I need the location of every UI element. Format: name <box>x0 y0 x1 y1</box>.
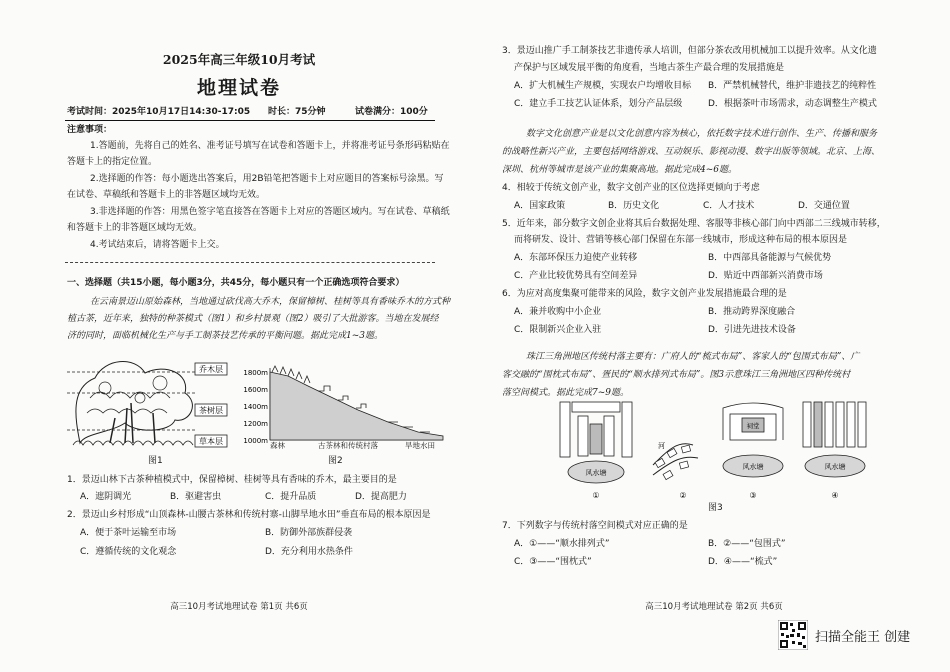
layer-label-tea: 茶树层 <box>199 406 223 415</box>
pond-label-3: 风水塘 <box>742 463 764 471</box>
q4-stem: 4．相较于传统文创产业，数字文创产业的区位选择更倾向于考虑 <box>502 183 760 193</box>
q7-option-a[interactable]: A．①——“顺水排列式” <box>514 539 610 549</box>
q3-option-d[interactable]: D．根据茶叶市场需求，动态调整生产模式 <box>708 99 877 109</box>
scanner-watermark: 扫描全能王 创建 <box>815 630 911 645</box>
q1-option-c[interactable]: C．提升品质 <box>265 492 317 502</box>
q2-option-c[interactable]: C．遵循传统的文化观念 <box>80 547 177 557</box>
pattern-2 <box>653 441 698 500</box>
passage1-line-2: 植古茶，近年来，独特的种茶模式（图1）和乡村景观（图2）吸引了大批游客。当地在发展经 <box>67 314 439 324</box>
q2-option-d[interactable]: D．充分利用水热条件 <box>265 547 353 557</box>
ytick-1400: 1400m <box>243 403 268 411</box>
section-title: 一、选择题（共15小题，每小题3分，共45分，每小题只有一个正确选项符合要求） <box>67 278 405 288</box>
xlabel-fields: 旱地水田 <box>405 441 435 450</box>
q5-option-d[interactable]: D．贴近中西部新兴消费市场 <box>708 271 823 281</box>
figure-2-caption: 图2 <box>328 456 343 466</box>
q3-stem-line-1: 3．景迈山推广手工制茶技艺非遗传承人培训，但部分茶农改用机械加工以提升效率。从文化遗 <box>502 46 877 56</box>
figure-3-caption: 图3 <box>708 503 723 513</box>
ytick-1000: 1000m <box>243 437 268 445</box>
layer-label-tree: 乔木层 <box>199 365 223 374</box>
ytick-1200: 1200m <box>243 420 268 428</box>
pattern-number-1: ① <box>592 491 600 500</box>
passage2-line-2: 的战略性新兴产业，主要包括网络游戏、互动娱乐、影视动漫、数字出版等领域。北京、上海、 <box>502 147 881 157</box>
q3-option-a[interactable]: A．扩大机械生产规模，实现农户均增收目标 <box>514 81 692 91</box>
passage3-line-2: 客交融的“围枕式布局”、疍民的“顺水排列式布局”。图3示意珠江三角洲地区四种传统村 <box>502 370 851 380</box>
xlabel-tea-village: 古茶林和传统村落 <box>318 441 378 450</box>
pattern-number-2: ② <box>679 491 687 500</box>
q6-option-a[interactable]: A．兼并收购中小企业 <box>514 307 602 317</box>
q3-option-b[interactable]: B．严禁机械替代，维护非遗技艺的纯粹性 <box>708 81 877 91</box>
q5-stem-line-2: 而将研发、设计、营销等核心部门保留在东部一线城市，形成这种布局的根本原因是 <box>514 235 848 245</box>
q4-option-d[interactable]: D．交通位置 <box>798 201 850 211</box>
q1-stem: 1．景迈山林下古茶种植模式中，保留樟树、桂树等具有香味的乔木，最主要目的是 <box>67 475 397 485</box>
subject-title: 地理试卷 <box>196 77 281 99</box>
passage3-line-3: 落空间模式。据此完成7~9题。 <box>502 388 629 398</box>
pattern-4 <box>803 402 866 500</box>
figure-1-tea-layers <box>65 348 230 453</box>
pond-label-1: 风水塘 <box>585 469 607 477</box>
exam-title: 2025年高三年级10月考试 <box>162 52 316 67</box>
pattern-number-3: ③ <box>749 491 757 500</box>
q6-option-b[interactable]: B．推动跨界深度融合 <box>708 307 796 317</box>
q3-option-c[interactable]: C．建立手工技艺认证体系，划分产品层级 <box>514 99 683 109</box>
page-1-footer: 高三10月考试地理试卷 第1页 共6页 <box>170 602 308 612</box>
ytick-1600: 1600m <box>243 386 268 394</box>
notice-2-line-1: 2.选择题的作答：每小题选出答案后，用2B铅笔把答题卡上对应题目的答案标号涂黑。写 <box>90 174 444 184</box>
q7-option-d[interactable]: D．④——“梳式” <box>708 557 778 567</box>
q2-option-b[interactable]: B．防御外部族群侵袭 <box>265 528 353 538</box>
q4-option-a[interactable]: A．国家政策 <box>514 201 566 211</box>
pattern-1 <box>560 402 632 500</box>
xlabel-forest: 森林 <box>270 441 285 450</box>
notice-4: 4.考试结束后，请将答题卡上交。 <box>90 240 225 250</box>
q1-option-b[interactable]: B．驱避害虫 <box>170 492 222 502</box>
q4-option-c[interactable]: C．人才技术 <box>703 201 755 211</box>
q2-option-a[interactable]: A．便于茶叶运输至市场 <box>80 528 177 538</box>
passage1-line-3: 济的同时，面临机械化生产与手工制茶技艺传承的平衡问题。据此完成1~3题。 <box>67 331 383 341</box>
exam-score: 试卷满分：100分 <box>355 107 428 117</box>
layer-label-herb: 草本层 <box>199 437 223 446</box>
q6-stem: 6．为应对高度集聚可能带来的风险，数字文创产业发展措施最合理的是 <box>502 289 787 299</box>
river-label: 河 <box>658 442 665 450</box>
ytick-1800: 1800m <box>243 369 268 377</box>
q5-stem-line-1: 5．近年来，部分数字文创企业将其后台数据处理、客服等非核心部门向中西部二三线城市转移， <box>502 219 886 229</box>
hall-label-3: 祠堂 <box>746 422 760 430</box>
q6-option-c[interactable]: C．限制新兴企业入驻 <box>514 325 602 335</box>
section-rule <box>65 262 435 263</box>
q7-option-c[interactable]: C．③——“围枕式” <box>514 557 592 567</box>
page-2-footer: 高三10月考试地理试卷 第2页 共6页 <box>645 602 783 612</box>
tree-illustration <box>73 362 193 445</box>
exam-page-2 <box>478 0 950 672</box>
notice-2-line-2: 在试卷、草稿纸和答题卡上的非答题区域均无效。 <box>67 190 266 200</box>
q3-stem-line-2: 产保护与区域发展平衡的角度看，当地古茶生产最合理的发展措施是 <box>514 63 785 73</box>
q4-option-b[interactable]: B．历史文化 <box>608 201 660 211</box>
passage1-line-1: 在云南景迈山原始森林，当地通过砍伐高大乔木，保留樟树、桂树等具有香味乔木的方式种 <box>90 297 451 307</box>
q5-option-b[interactable]: B．中西部具备能源与气候优势 <box>708 253 832 263</box>
notice-1-line-1: 1.答题前，先将自己的姓名、准考证号填写在试卷和答题卡上，并将准考证号条形码粘贴在 <box>90 141 450 151</box>
pattern-3 <box>723 403 783 500</box>
notice-3-line-1: 3.非选择题的作答：用黑色签字笔直接答在答题卡上对应的答题区域内。写在试卷、草稿纸 <box>90 207 450 217</box>
header-rule <box>65 120 435 121</box>
qr-code-icon <box>778 620 808 650</box>
notice-title: 注意事项： <box>67 125 113 135</box>
exam-time: 考试时间：2025年10月17日14:30-17:05 <box>67 107 251 117</box>
passage3-line-1: 珠江三角洲地区传统村落主要有：广府人的“梳式布局”、客家人的“包围式布局”、广 <box>526 352 860 362</box>
q5-option-a[interactable]: A．东部环保压力迫使产业转移 <box>514 253 638 263</box>
q2-stem: 2．景迈山乡村形成“山顶森林-山腰古茶林和传统村寨-山脚旱地水田”垂直布局的根本原因是 <box>67 510 431 520</box>
q1-option-d[interactable]: D．提高肥力 <box>355 492 407 502</box>
pattern-number-4: ④ <box>831 491 839 500</box>
passage2-line-3: 深圳、杭州等城市是该产业的集聚高地。据此完成4~6题。 <box>502 165 737 175</box>
pond-label-4: 风水塘 <box>824 463 846 471</box>
q1-option-a[interactable]: A．遮阴调光 <box>80 492 132 502</box>
exam-duration: 时长：75分钟 <box>268 107 326 117</box>
figure-1-caption: 图1 <box>148 456 163 466</box>
notice-1-line-2: 答题卡上的指定位置。 <box>67 157 158 167</box>
figure-3-village-patterns <box>558 400 898 502</box>
passage2-line-1: 数字文化创意产业是以文化创意内容为核心，依托数字技术进行创作、生产、传播和服务 <box>526 129 878 139</box>
q7-stem: 7．下列数字与传统村落空间模式对应正确的是 <box>502 521 688 531</box>
q6-option-d[interactable]: D．引进先进技术设备 <box>708 325 796 335</box>
notice-3-line-2: 和答题卡上的非答题区域均无效。 <box>67 223 203 233</box>
q5-option-c[interactable]: C．产业比较优势具有空间差异 <box>514 271 638 281</box>
q7-option-b[interactable]: B．②——“包围式” <box>708 539 786 549</box>
